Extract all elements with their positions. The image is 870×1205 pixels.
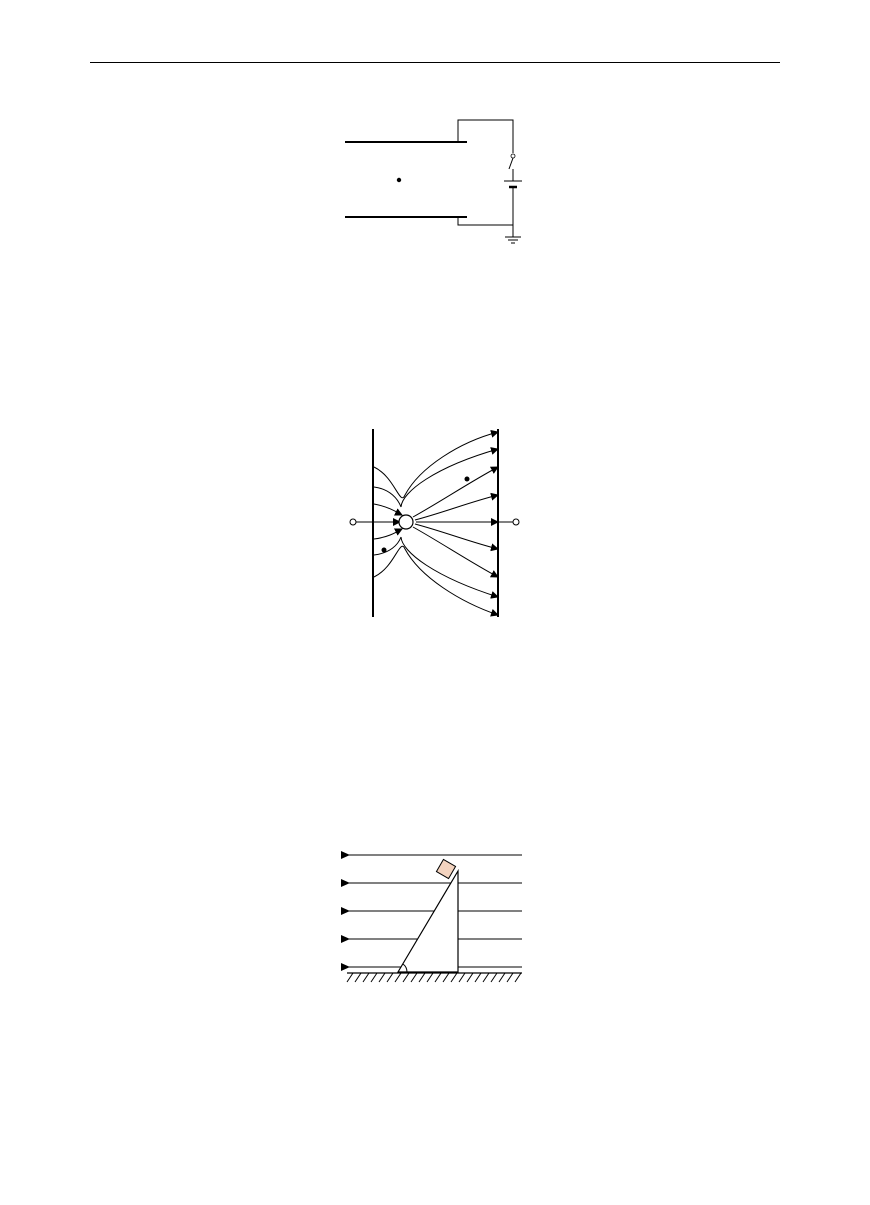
header-rule bbox=[90, 62, 780, 63]
q6-incline-field-diagram bbox=[345, 843, 530, 985]
q5-field-line-diagram bbox=[340, 427, 530, 619]
q4-capacitor-circuit-diagram bbox=[325, 115, 545, 250]
